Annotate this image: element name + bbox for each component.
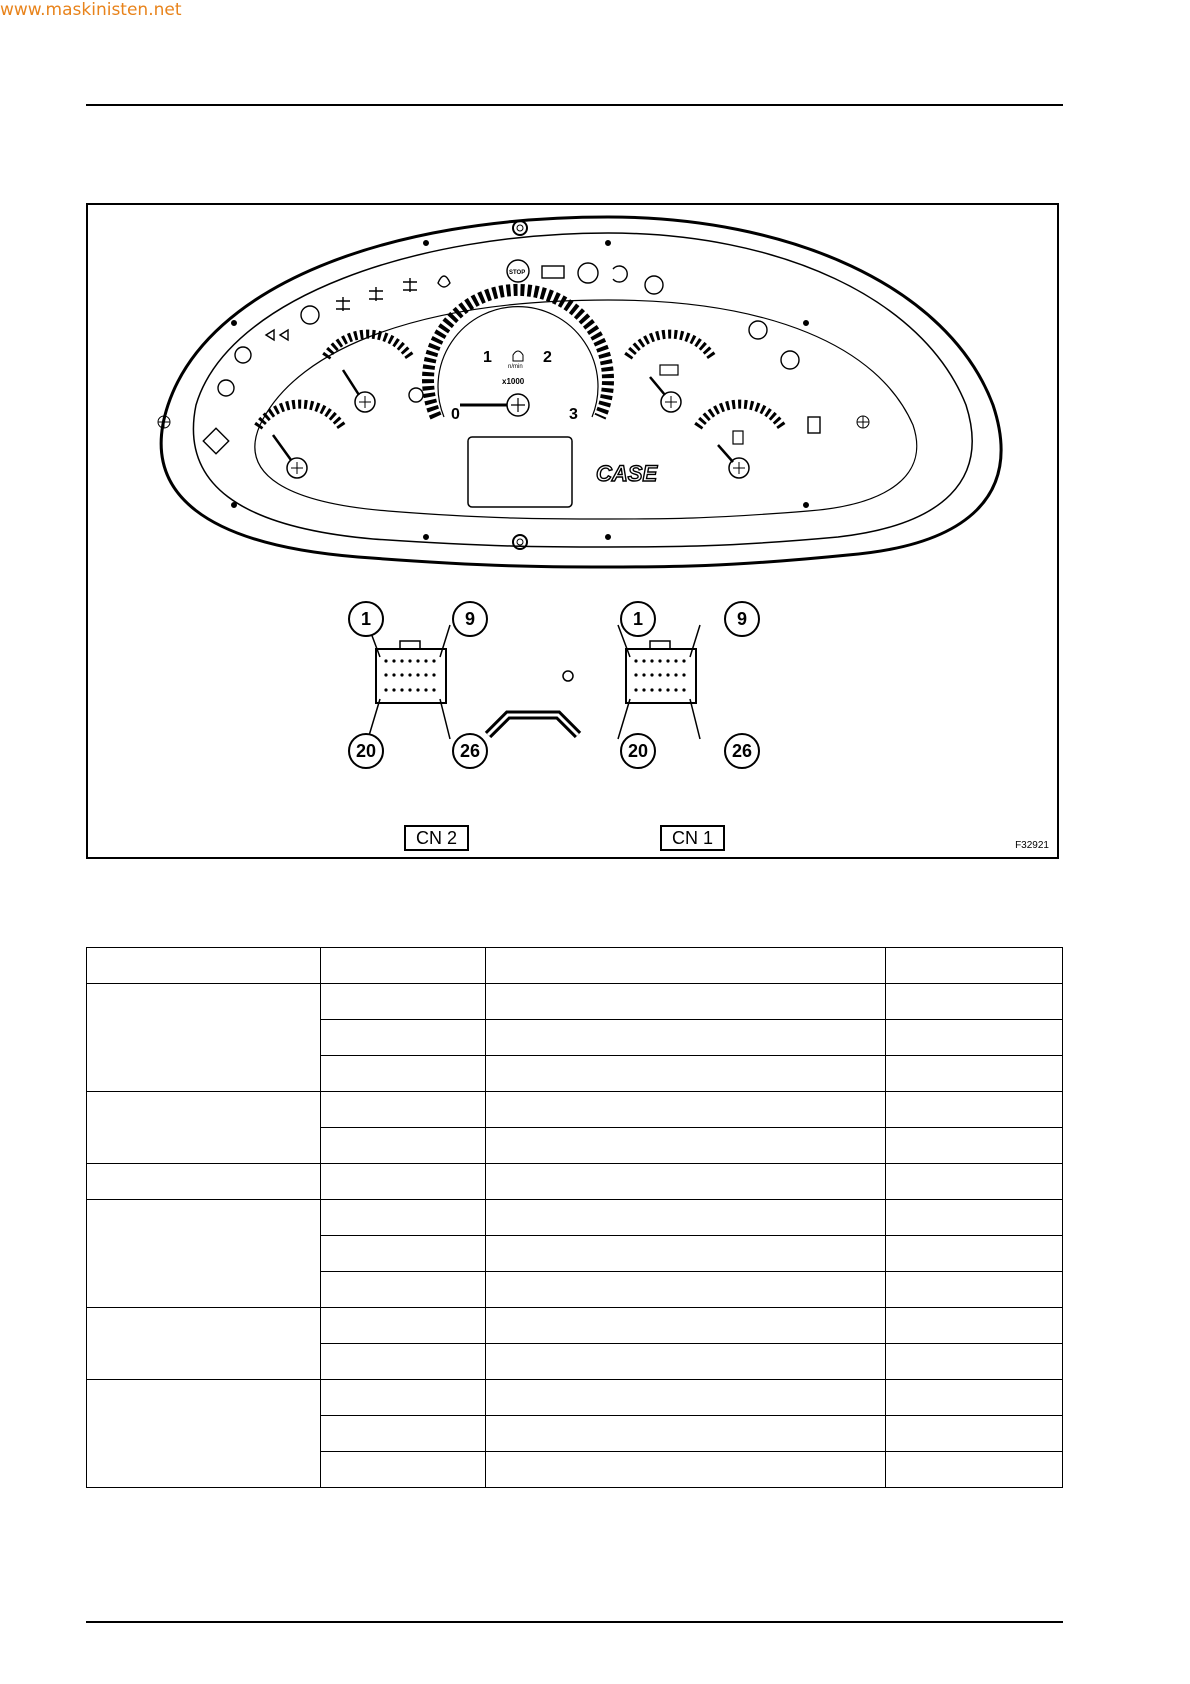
- table-row: [87, 1092, 1063, 1128]
- table-cell: [486, 984, 886, 1020]
- cn1-pin-26-callout: 26: [724, 733, 760, 769]
- center-pin: [563, 671, 573, 681]
- table-cell: [486, 1452, 886, 1488]
- cn1-pin-9-callout: 9: [724, 601, 760, 637]
- table-cell: [886, 1236, 1063, 1272]
- table-cell: [321, 1452, 486, 1488]
- connector-cn1: [618, 625, 700, 739]
- table-cell: [486, 1236, 886, 1272]
- lcd-display: [468, 437, 572, 507]
- footer-rule: [86, 1621, 1063, 1623]
- table-cell: [886, 984, 1063, 1020]
- table-cell: [87, 1164, 321, 1200]
- cn1-pin-1-callout: 1: [620, 601, 656, 637]
- table-cell: [886, 1380, 1063, 1416]
- table-cell: [321, 1308, 486, 1344]
- table-cell: [886, 1128, 1063, 1164]
- table-row: [87, 948, 1063, 984]
- table-cell: [321, 1344, 486, 1380]
- preheat-icon: [613, 266, 627, 282]
- header-rule: [86, 104, 1063, 106]
- cn2-pin-20-callout: 20: [348, 733, 384, 769]
- table-cell: [321, 1416, 486, 1452]
- table-cell: [486, 1380, 886, 1416]
- spec-table: [86, 947, 1063, 1488]
- gauge-oil-pressure: [258, 404, 342, 478]
- parking-brake-icon: [578, 263, 598, 283]
- figure-code: F32921: [1015, 840, 1049, 851]
- table-cell: [886, 1056, 1063, 1092]
- tacho-label-3: 3: [569, 406, 578, 423]
- table-cell: [87, 1092, 321, 1164]
- table-cell: [321, 1380, 486, 1416]
- gauge-coolant-temp: [326, 334, 410, 412]
- cn2-label: CN 2: [404, 825, 469, 851]
- table-row: [87, 984, 1063, 1020]
- tachometer: [428, 290, 608, 423]
- table-cell: [87, 1380, 321, 1488]
- tacho-label-2: 2: [543, 349, 552, 366]
- table-cell: [87, 948, 321, 984]
- axle-icon-3: [403, 278, 417, 292]
- cn1-label: CN 1: [660, 825, 725, 851]
- gauge-battery-voltage: [628, 334, 712, 412]
- table-cell: [486, 1020, 886, 1056]
- table-row: [87, 1164, 1063, 1200]
- table-cell: [886, 1272, 1063, 1308]
- table-cell: [321, 1020, 486, 1056]
- table-cell: [886, 1308, 1063, 1344]
- filter-icon: [781, 351, 799, 369]
- table-cell: [486, 1272, 886, 1308]
- table-cell: [486, 1344, 886, 1380]
- axle-icon-2: [369, 287, 383, 301]
- connector-cn2: [368, 625, 450, 739]
- table-cell: [321, 1092, 486, 1128]
- cn2-pin-26-callout: 26: [452, 733, 488, 769]
- table-cell: [886, 1092, 1063, 1128]
- tacho-label-1: 1: [483, 349, 492, 366]
- stop-lamp-label: STOP: [509, 270, 526, 276]
- table-cell: [87, 1200, 321, 1308]
- table-cell: [321, 1200, 486, 1236]
- engine-icon: [513, 351, 523, 361]
- cold-start-icon: [749, 321, 767, 339]
- table-row: [87, 1380, 1063, 1416]
- tacho-unit: n/min: [508, 364, 523, 370]
- cn2-pin-9-callout: 9: [452, 601, 488, 637]
- table-cell: [886, 1164, 1063, 1200]
- table-cell: [486, 1056, 886, 1092]
- warning-lamps: [203, 260, 820, 454]
- table-cell: [87, 984, 321, 1092]
- table-row: [87, 1308, 1063, 1344]
- brake-fluid-icon: [301, 306, 319, 324]
- housing-inner-outline: [193, 233, 972, 547]
- watermark-link[interactable]: www.maskinisten.net: [0, 0, 182, 20]
- table-cell: [486, 948, 886, 984]
- table-cell: [321, 984, 486, 1020]
- bracket: [488, 715, 578, 735]
- table-cell: [486, 1128, 886, 1164]
- brand-logo: CASE: [596, 461, 658, 486]
- table-cell: [87, 1308, 321, 1380]
- table-cell: [486, 1092, 886, 1128]
- oil-drop-icon: [438, 276, 450, 287]
- table-cell: [321, 1056, 486, 1092]
- gauge-fuel-level: [698, 404, 782, 478]
- table-cell: [321, 1128, 486, 1164]
- tacho-multiplier: x1000: [502, 377, 525, 386]
- cn1-pin-20-callout: 20: [620, 733, 656, 769]
- headlight-icon: [218, 380, 234, 396]
- gear-warning-icon: [409, 388, 423, 402]
- table-cell: [321, 1272, 486, 1308]
- table-row: [87, 1200, 1063, 1236]
- table-cell: [886, 1344, 1063, 1380]
- housing-outline: [161, 217, 1001, 567]
- table-cell: [886, 948, 1063, 984]
- table-cell: [886, 1452, 1063, 1488]
- tacho-label-0: 0: [451, 406, 460, 423]
- instrument-cluster-drawing: [88, 205, 1057, 857]
- cn2-pin-1-callout: 1: [348, 601, 384, 637]
- table-cell: [486, 1308, 886, 1344]
- warning-triangle-icon: [203, 428, 228, 453]
- fuel-pump-icon: [808, 417, 820, 433]
- table-cell: [321, 1236, 486, 1272]
- table-cell: [886, 1020, 1063, 1056]
- battery-lamp-icon: [542, 266, 564, 278]
- instrument-panel-figure: [86, 203, 1059, 859]
- table-cell: [321, 1164, 486, 1200]
- table-cell: [486, 1164, 886, 1200]
- axle-icon-1: [336, 297, 350, 311]
- hydraulic-oil-icon: [645, 276, 663, 294]
- table-cell: [886, 1416, 1063, 1452]
- table-cell: [321, 948, 486, 984]
- turn-signal-icon: [266, 330, 288, 340]
- table-cell: [486, 1200, 886, 1236]
- table-cell: [886, 1200, 1063, 1236]
- work-light-icon: [235, 347, 251, 363]
- table-cell: [486, 1416, 886, 1452]
